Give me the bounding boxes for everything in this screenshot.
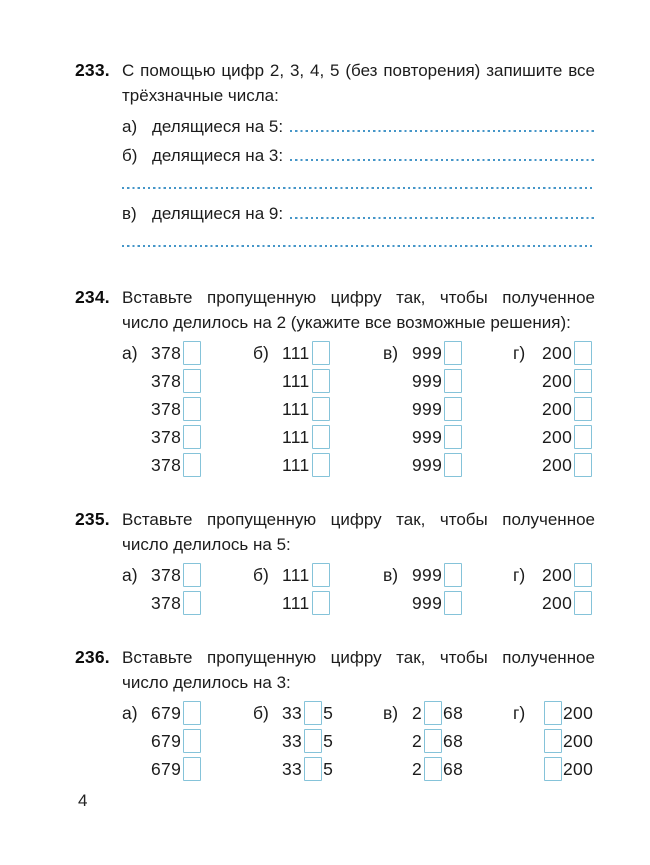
number-prefix: 111	[282, 370, 310, 391]
number-row	[122, 367, 595, 395]
number-prefix: 111	[282, 342, 310, 363]
digit-input-box[interactable]	[574, 563, 592, 587]
item-letter: г)	[513, 564, 526, 585]
digit-input-box[interactable]	[183, 369, 201, 393]
digit-input-box[interactable]	[574, 453, 592, 477]
number-prefix: 999	[412, 342, 443, 363]
digit-input-box[interactable]	[312, 369, 330, 393]
digit-input-box[interactable]	[444, 369, 462, 393]
number-prefix: 200	[542, 564, 573, 585]
answer-dotted-line[interactable]	[290, 130, 595, 132]
number-suffix: 200	[563, 730, 594, 751]
number-prefix: 679	[151, 702, 182, 723]
number-cell	[122, 423, 253, 451]
number-prefix: 378	[151, 592, 182, 613]
digit-input-box[interactable]	[574, 425, 592, 449]
number-prefix: 2	[412, 702, 423, 723]
number-suffix: 68	[443, 730, 464, 751]
number-cell	[513, 755, 595, 783]
number-cell	[383, 395, 513, 423]
number-cell	[122, 699, 253, 727]
exercise-number: 233.	[75, 60, 110, 80]
answer-row	[122, 112, 595, 141]
number-prefix: 111	[282, 592, 310, 613]
number-row	[122, 423, 595, 451]
digit-input-box[interactable]	[574, 397, 592, 421]
number-prefix: 33	[282, 730, 303, 751]
number-suffix: 68	[443, 758, 464, 779]
digit-input-box[interactable]	[183, 757, 201, 781]
digit-input-box[interactable]	[424, 757, 442, 781]
exercise-236	[75, 645, 595, 783]
digit-input-box[interactable]	[183, 453, 201, 477]
number-cell	[122, 451, 253, 479]
answer-row-continuation	[122, 228, 595, 257]
digit-input-box[interactable]	[183, 591, 201, 615]
digit-input-box[interactable]	[183, 341, 201, 365]
number-cell	[513, 423, 595, 451]
item-letter: а)	[122, 342, 138, 363]
answer-row-continuation	[122, 170, 595, 199]
number-cell	[383, 423, 513, 451]
digit-input-box[interactable]	[424, 729, 442, 753]
exercise-list	[75, 58, 595, 783]
digit-input-box[interactable]	[544, 757, 562, 781]
number-cell	[122, 395, 253, 423]
number-cell	[383, 755, 513, 783]
number-prefix: 200	[542, 454, 573, 475]
digit-input-box[interactable]	[183, 425, 201, 449]
exercise-prompt: Вставьте пропущенную цифру так, чтобы полученное число делилось на 2 (укажите все возможные решения):	[122, 288, 595, 332]
number-cell	[122, 561, 253, 589]
number-prefix: 33	[282, 702, 303, 723]
number-cell	[383, 367, 513, 395]
number-prefix: 111	[282, 426, 310, 447]
answer-dotted-line[interactable]	[290, 217, 595, 219]
number-cell	[513, 589, 595, 617]
number-suffix: 5	[323, 702, 334, 723]
answer-dotted-line[interactable]	[290, 159, 595, 161]
item-letter: а)	[122, 702, 138, 723]
exercise-number: 235.	[75, 509, 110, 529]
exercise-body	[122, 58, 595, 257]
exercise-234	[75, 285, 595, 479]
answer-dotted-line[interactable]	[122, 245, 595, 247]
number-suffix: 200	[563, 758, 594, 779]
digit-input-box[interactable]	[183, 563, 201, 587]
digit-input-box[interactable]	[444, 397, 462, 421]
digit-input-box[interactable]	[424, 701, 442, 725]
number-cell	[253, 423, 383, 451]
digit-input-box[interactable]	[183, 729, 201, 753]
page-number: 4	[78, 791, 88, 810]
number-cell	[253, 339, 383, 367]
number-row	[122, 451, 595, 479]
item-text: делящиеся на 5:	[152, 117, 284, 136]
number-prefix: 378	[151, 564, 182, 585]
number-cell	[383, 451, 513, 479]
item-letter: в)	[383, 702, 399, 723]
number-cell	[513, 367, 595, 395]
number-row	[122, 395, 595, 423]
number-prefix: 378	[151, 454, 182, 475]
digit-input-box[interactable]	[544, 701, 562, 725]
number-prefix: 111	[282, 398, 310, 419]
number-cell	[122, 367, 253, 395]
number-prefix: 111	[282, 564, 310, 585]
number-cell	[383, 727, 513, 755]
digit-input-box[interactable]	[444, 425, 462, 449]
digit-input-box[interactable]	[544, 729, 562, 753]
number-row	[122, 561, 595, 589]
number-row	[122, 339, 595, 367]
number-cell	[513, 699, 595, 727]
number-cell	[253, 451, 383, 479]
number-cell	[383, 339, 513, 367]
number-cell	[122, 755, 253, 783]
digit-input-box[interactable]	[312, 563, 330, 587]
answer-dotted-line[interactable]	[122, 187, 595, 189]
number-prefix: 33	[282, 758, 303, 779]
digit-input-box[interactable]	[574, 341, 592, 365]
item-letter: а)	[122, 564, 138, 585]
number-prefix: 378	[151, 426, 182, 447]
number-prefix: 999	[412, 592, 443, 613]
number-prefix: 2	[412, 730, 423, 751]
item-letter: б)	[253, 702, 269, 723]
item-letter: в)	[383, 564, 399, 585]
number-prefix: 378	[151, 398, 182, 419]
digit-input-box[interactable]	[444, 591, 462, 615]
item-letter: в)	[122, 204, 137, 223]
number-prefix: 999	[412, 564, 443, 585]
digit-input-box[interactable]	[312, 341, 330, 365]
number-prefix: 378	[151, 370, 182, 391]
exercise-number: 234.	[75, 287, 110, 307]
answer-row	[122, 141, 595, 170]
digit-input-box[interactable]	[312, 453, 330, 477]
item-letter: г)	[513, 702, 526, 723]
answer-row	[122, 199, 595, 228]
number-prefix: 200	[542, 592, 573, 613]
number-suffix: 68	[443, 702, 464, 723]
number-suffix: 5	[323, 758, 334, 779]
number-cell	[253, 395, 383, 423]
digit-input-box[interactable]	[183, 397, 201, 421]
number-cell	[122, 339, 253, 367]
exercise-233	[75, 58, 595, 257]
item-letter: б)	[253, 564, 269, 585]
number-prefix: 999	[412, 398, 443, 419]
item-letter: б)	[122, 146, 138, 165]
number-prefix: 200	[542, 426, 573, 447]
number-row	[122, 727, 595, 755]
number-cell	[513, 451, 595, 479]
number-prefix: 999	[412, 454, 443, 475]
number-prefix: 111	[282, 454, 310, 475]
digit-input-box[interactable]	[312, 591, 330, 615]
digit-input-box[interactable]	[304, 729, 322, 753]
number-cell	[122, 589, 253, 617]
item-letter: в)	[383, 342, 399, 363]
number-row	[122, 589, 595, 617]
exercise-body	[122, 507, 595, 617]
number-cell	[122, 727, 253, 755]
digit-input-box[interactable]	[183, 701, 201, 725]
item-letter: г)	[513, 342, 526, 363]
number-row	[122, 755, 595, 783]
number-prefix: 679	[151, 758, 182, 779]
item-text: делящиеся на 9:	[152, 204, 284, 223]
digit-input-box[interactable]	[574, 369, 592, 393]
number-cell	[513, 561, 595, 589]
number-suffix: 200	[563, 702, 594, 723]
digit-input-box[interactable]	[444, 341, 462, 365]
number-suffix: 5	[323, 730, 334, 751]
number-cell	[253, 727, 383, 755]
item-letter: а)	[122, 117, 138, 136]
exercise-235	[75, 507, 595, 617]
number-cell	[513, 395, 595, 423]
number-row	[122, 699, 595, 727]
number-cell	[513, 727, 595, 755]
number-prefix: 200	[542, 398, 573, 419]
item-letter: б)	[253, 342, 269, 363]
number-cell	[513, 339, 595, 367]
number-cell	[253, 589, 383, 617]
exercise-body	[122, 285, 595, 479]
number-prefix: 200	[542, 370, 573, 391]
number-cell	[383, 561, 513, 589]
number-cell	[253, 561, 383, 589]
number-prefix: 2	[412, 758, 423, 779]
exercise-body	[122, 645, 595, 783]
digit-input-box[interactable]	[574, 591, 592, 615]
digit-input-box[interactable]	[444, 453, 462, 477]
number-cell	[253, 367, 383, 395]
digit-input-box[interactable]	[304, 701, 322, 725]
number-cell	[253, 699, 383, 727]
exercise-prompt: С помощью цифр 2, 3, 4, 5 (без повторения) запишите все трёхзначные числа:	[122, 61, 595, 105]
exercise-number: 236.	[75, 647, 110, 667]
number-prefix: 999	[412, 370, 443, 391]
item-text: делящиеся на 3:	[152, 146, 284, 165]
number-prefix: 679	[151, 730, 182, 751]
number-prefix: 378	[151, 342, 182, 363]
digit-input-box[interactable]	[312, 397, 330, 421]
digit-input-box[interactable]	[304, 757, 322, 781]
number-prefix: 200	[542, 342, 573, 363]
number-cell	[253, 755, 383, 783]
number-cell	[383, 589, 513, 617]
exercise-prompt: Вставьте пропущенную цифру так, чтобы полученное число делилось на 5:	[122, 510, 595, 554]
digit-input-box[interactable]	[312, 425, 330, 449]
exercise-prompt: Вставьте пропущенную цифру так, чтобы полученное число делилось на 3:	[122, 648, 595, 692]
number-cell	[383, 699, 513, 727]
number-prefix: 999	[412, 426, 443, 447]
digit-input-box[interactable]	[444, 563, 462, 587]
